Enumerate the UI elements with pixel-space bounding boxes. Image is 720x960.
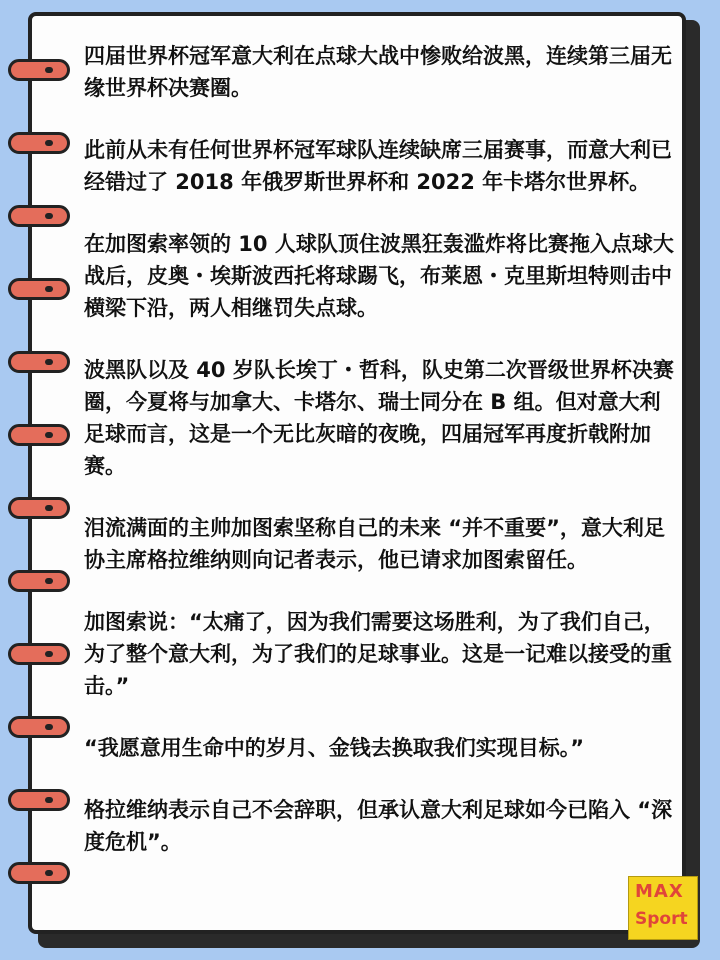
binder-rings — [0, 0, 80, 960]
paragraph-6: 加图索说：“太痛了，因为我们需要这场胜利，为了我们自己，为了整个意大利，为了我们的足球事业。这是一记难以接受的重击。” — [84, 610, 672, 698]
binder-ring — [8, 716, 70, 738]
binder-ring — [8, 862, 70, 884]
paragraph-1: 四届世界杯冠军意大利在点球大战中惨败给波黑，连续第三届无缘世界杯决赛圈。 — [84, 44, 672, 100]
binder-ring — [8, 278, 70, 300]
logo-line-1: MAX — [635, 881, 684, 902]
paragraph-2: 此前从未有任何世界杯冠军球队连续缺席三届赛事，而意大利已经错过了 2018 年俄罗斯世界杯和 2022 年卡塔尔世界杯。 — [84, 138, 672, 194]
article-body — [84, 40, 680, 888]
binder-ring — [8, 643, 70, 665]
binder-ring — [8, 351, 70, 373]
binder-ring — [8, 205, 70, 227]
binder-ring — [8, 497, 70, 519]
binder-ring — [8, 789, 70, 811]
binder-ring — [8, 570, 70, 592]
binder-ring — [8, 59, 70, 81]
binder-ring — [8, 424, 70, 446]
logo-line-2: Sport — [635, 909, 688, 929]
quote-paragraph: “我愿意用生命中的岁月、金钱去换取我们实现目标。” — [84, 736, 585, 760]
max-sport-logo — [628, 876, 698, 940]
paragraph-3: 在加图索率领的 10 人球队顶住波黑狂轰滥炸将比赛拖入点球大战后，皮奥・埃斯波西托将球踢飞，布莱恩・克里斯坦特则击中横梁下沿，两人相继罚失点球。 — [84, 232, 674, 320]
paragraph-5: 泪流满面的主帅加图索坚称自己的未来 “并不重要”，意大利足协主席格拉维纳则向记者表示，他已请求加图索留任。 — [84, 516, 665, 572]
paragraph-8: 格拉维纳表示自己不会辞职，但承认意大利足球如今已陷入 “深度危机”。 — [84, 798, 673, 854]
paragraph-4: 波黑队以及 40 岁队长埃丁・哲科，队史第二次晋级世界杯决赛圈，今夏将与加拿大、卡塔尔、瑞士同分在 B 组。但对意大利足球而言，这是一个无比灰暗的夜晚，四届冠军再度折戟附加赛。 — [84, 358, 674, 478]
binder-ring — [8, 132, 70, 154]
